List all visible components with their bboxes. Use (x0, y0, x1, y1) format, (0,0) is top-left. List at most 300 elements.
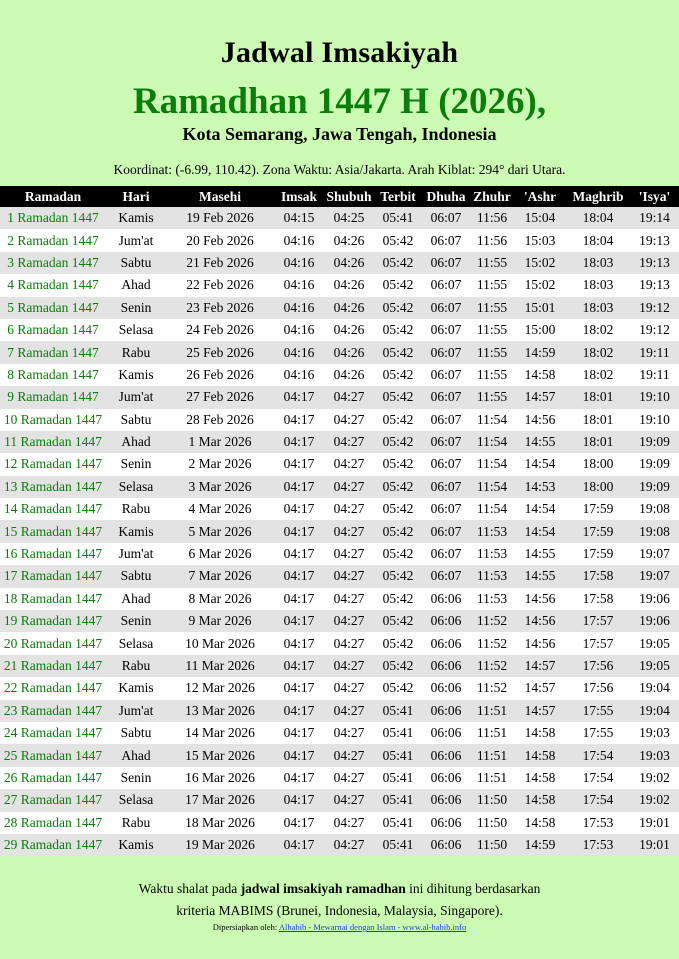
cell-shubuh: 04:26 (324, 364, 374, 386)
cell-shubuh: 04:25 (324, 207, 374, 229)
cell-ashr: 14:53 (514, 476, 566, 498)
cell-isya: 19:06 (630, 610, 679, 632)
cell-shubuh: 04:27 (324, 520, 374, 542)
cell-isya: 19:01 (630, 834, 679, 856)
cell-terbit: 05:42 (374, 341, 422, 363)
table-row (0, 409, 679, 431)
cell-ashr: 14:57 (514, 655, 566, 677)
footer-credit (0, 922, 679, 932)
cell-ashr: 15:00 (514, 319, 566, 341)
cell-isya: 19:02 (630, 789, 679, 811)
table-row (0, 744, 679, 766)
cell-zhuhr: 11:56 (470, 207, 514, 229)
cell-zhuhr: 11:53 (470, 520, 514, 542)
cell-hari: Rabu (106, 341, 166, 363)
schedule-table (0, 186, 679, 856)
cell-hari: Selasa (106, 632, 166, 654)
cell-ramadan-day: 18 Ramadan 1447 (0, 588, 106, 610)
location-label: Kota Semarang, Jawa Tengah, Indonesia (182, 124, 497, 144)
cell-imsak: 04:16 (274, 252, 324, 274)
credit-label: Dipersiapkan oleh: (212, 922, 279, 932)
col-header-shubuh: Shubuh (324, 186, 374, 207)
cell-masehi: 23 Feb 2026 (166, 297, 274, 319)
cell-terbit: 05:42 (374, 431, 422, 453)
cell-zhuhr: 11:51 (470, 767, 514, 789)
cell-dhuha: 06:06 (422, 789, 470, 811)
col-header-isya: 'Isya' (630, 186, 679, 207)
cell-imsak: 04:17 (274, 677, 324, 699)
cell-ramadan-day: 7 Ramadan 1447 (0, 341, 106, 363)
cell-masehi: 11 Mar 2026 (166, 655, 274, 677)
footer-note-line2: kriteria MABIMS (Brunei, Indonesia, Malaysia, Singapore). (176, 903, 503, 918)
cell-imsak: 04:17 (274, 812, 324, 834)
cell-masehi: 18 Mar 2026 (166, 812, 274, 834)
cell-terbit: 05:41 (374, 744, 422, 766)
cell-shubuh: 04:27 (324, 632, 374, 654)
cell-imsak: 04:17 (274, 520, 324, 542)
page-subtitle: Ramadhan 1447 H (2026), (132, 81, 547, 122)
cell-hari: Ahad (106, 744, 166, 766)
cell-shubuh: 04:26 (324, 274, 374, 296)
cell-hari: Selasa (106, 476, 166, 498)
cell-imsak: 04:17 (274, 476, 324, 498)
cell-masehi: 20 Feb 2026 (166, 229, 274, 251)
table-row (0, 520, 679, 542)
cell-imsak: 04:17 (274, 386, 324, 408)
cell-dhuha: 06:06 (422, 767, 470, 789)
cell-maghrib: 17:54 (566, 744, 630, 766)
cell-terbit: 05:42 (374, 453, 422, 475)
cell-hari: Senin (106, 610, 166, 632)
cell-ramadan-day: 16 Ramadan 1447 (0, 543, 106, 565)
cell-isya: 19:07 (630, 543, 679, 565)
col-header-dhuha: Dhuha (422, 186, 470, 207)
cell-ramadan-day: 2 Ramadan 1447 (0, 229, 106, 251)
cell-ramadan-day: 28 Ramadan 1447 (0, 812, 106, 834)
table-row (0, 677, 679, 699)
cell-isya: 19:02 (630, 767, 679, 789)
cell-dhuha: 06:07 (422, 386, 470, 408)
cell-ashr: 14:57 (514, 700, 566, 722)
cell-masehi: 13 Mar 2026 (166, 700, 274, 722)
footer-note-line1 (0, 881, 679, 897)
cell-maghrib: 18:02 (566, 319, 630, 341)
col-header-ramadan: Ramadan (0, 186, 106, 207)
col-header-imsak: Imsak (274, 186, 324, 207)
cell-dhuha: 06:07 (422, 364, 470, 386)
cell-zhuhr: 11:55 (470, 319, 514, 341)
cell-maghrib: 17:55 (566, 700, 630, 722)
cell-isya: 19:13 (630, 229, 679, 251)
cell-shubuh: 04:26 (324, 252, 374, 274)
cell-isya: 19:03 (630, 744, 679, 766)
cell-zhuhr: 11:54 (470, 498, 514, 520)
cell-ramadan-day: 24 Ramadan 1447 (0, 722, 106, 744)
cell-masehi: 27 Feb 2026 (166, 386, 274, 408)
cell-ashr: 14:56 (514, 409, 566, 431)
cell-maghrib: 17:58 (566, 588, 630, 610)
cell-ashr: 15:04 (514, 207, 566, 229)
cell-masehi: 21 Feb 2026 (166, 252, 274, 274)
cell-hari: Senin (106, 767, 166, 789)
cell-masehi: 4 Mar 2026 (166, 498, 274, 520)
cell-isya: 19:03 (630, 722, 679, 744)
cell-zhuhr: 11:50 (470, 812, 514, 834)
cell-dhuha: 06:07 (422, 431, 470, 453)
cell-hari: Kamis (106, 364, 166, 386)
cell-imsak: 04:17 (274, 834, 324, 856)
cell-maghrib: 17:54 (566, 767, 630, 789)
cell-shubuh: 04:27 (324, 543, 374, 565)
cell-ashr: 14:54 (514, 498, 566, 520)
cell-imsak: 04:16 (274, 319, 324, 341)
cell-zhuhr: 11:55 (470, 297, 514, 319)
cell-masehi: 19 Mar 2026 (166, 834, 274, 856)
cell-zhuhr: 11:55 (470, 364, 514, 386)
footer-note-pre: Waktu shalat pada (138, 881, 241, 896)
cell-ramadan-day: 3 Ramadan 1447 (0, 252, 106, 274)
cell-shubuh: 04:26 (324, 297, 374, 319)
cell-zhuhr: 11:53 (470, 543, 514, 565)
cell-ashr: 14:58 (514, 364, 566, 386)
cell-terbit: 05:41 (374, 767, 422, 789)
cell-isya: 19:13 (630, 252, 679, 274)
cell-isya: 19:05 (630, 655, 679, 677)
cell-imsak: 04:17 (274, 632, 324, 654)
cell-imsak: 04:17 (274, 789, 324, 811)
cell-dhuha: 06:07 (422, 565, 470, 587)
cell-zhuhr: 11:54 (470, 476, 514, 498)
table-row (0, 431, 679, 453)
cell-terbit: 05:41 (374, 834, 422, 856)
cell-ashr: 15:01 (514, 297, 566, 319)
cell-terbit: 05:42 (374, 565, 422, 587)
cell-isya: 19:13 (630, 274, 679, 296)
cell-imsak: 04:16 (274, 274, 324, 296)
cell-ashr: 14:56 (514, 610, 566, 632)
cell-terbit: 05:41 (374, 722, 422, 744)
cell-isya: 19:09 (630, 476, 679, 498)
cell-shubuh: 04:27 (324, 431, 374, 453)
cell-maghrib: 17:59 (566, 543, 630, 565)
cell-shubuh: 04:26 (324, 319, 374, 341)
cell-ashr: 14:56 (514, 588, 566, 610)
table-row (0, 476, 679, 498)
cell-imsak: 04:16 (274, 297, 324, 319)
cell-imsak: 04:17 (274, 655, 324, 677)
cell-ramadan-day: 8 Ramadan 1447 (0, 364, 106, 386)
cell-isya: 19:07 (630, 565, 679, 587)
col-header-maghrib: Maghrib (566, 186, 630, 207)
cell-imsak: 04:15 (274, 207, 324, 229)
cell-imsak: 04:17 (274, 431, 324, 453)
cell-terbit: 05:42 (374, 588, 422, 610)
cell-maghrib: 18:01 (566, 431, 630, 453)
cell-isya: 19:14 (630, 207, 679, 229)
cell-dhuha: 06:06 (422, 655, 470, 677)
cell-dhuha: 06:07 (422, 319, 470, 341)
cell-dhuha: 06:07 (422, 341, 470, 363)
cell-maghrib: 18:03 (566, 297, 630, 319)
cell-isya: 19:09 (630, 431, 679, 453)
cell-isya: 19:10 (630, 386, 679, 408)
cell-isya: 19:11 (630, 341, 679, 363)
cell-maghrib: 17:55 (566, 722, 630, 744)
cell-shubuh: 04:27 (324, 655, 374, 677)
table-row (0, 722, 679, 744)
credit-link[interactable]: Alhabib - Mewarnai dengan Islam - www.al-habib.info (278, 922, 467, 932)
cell-dhuha: 06:06 (422, 722, 470, 744)
cell-ashr: 14:54 (514, 520, 566, 542)
cell-ashr: 14:58 (514, 744, 566, 766)
cell-ramadan-day: 20 Ramadan 1447 (0, 632, 106, 654)
cell-dhuha: 06:07 (422, 207, 470, 229)
cell-terbit: 05:42 (374, 610, 422, 632)
cell-masehi: 15 Mar 2026 (166, 744, 274, 766)
cell-zhuhr: 11:52 (470, 610, 514, 632)
cell-imsak: 04:17 (274, 588, 324, 610)
table-row (0, 229, 679, 251)
cell-hari: Sabtu (106, 252, 166, 274)
cell-maghrib: 18:03 (566, 274, 630, 296)
cell-zhuhr: 11:50 (470, 789, 514, 811)
cell-maghrib: 18:00 (566, 476, 630, 498)
cell-ramadan-day: 11 Ramadan 1447 (0, 431, 106, 453)
cell-shubuh: 04:27 (324, 700, 374, 722)
cell-masehi: 2 Mar 2026 (166, 453, 274, 475)
cell-ramadan-day: 29 Ramadan 1447 (0, 834, 106, 856)
table-row (0, 498, 679, 520)
cell-isya: 19:09 (630, 453, 679, 475)
cell-terbit: 05:42 (374, 364, 422, 386)
table-row (0, 543, 679, 565)
cell-isya: 19:04 (630, 677, 679, 699)
cell-maghrib: 17:59 (566, 520, 630, 542)
cell-ramadan-day: 1 Ramadan 1447 (0, 207, 106, 229)
cell-shubuh: 04:27 (324, 498, 374, 520)
cell-terbit: 05:42 (374, 409, 422, 431)
cell-maghrib: 18:04 (566, 207, 630, 229)
cell-hari: Jum'at (106, 229, 166, 251)
cell-ashr: 15:02 (514, 274, 566, 296)
cell-imsak: 04:17 (274, 409, 324, 431)
cell-maghrib: 18:02 (566, 364, 630, 386)
cell-terbit: 05:42 (374, 543, 422, 565)
cell-shubuh: 04:27 (324, 677, 374, 699)
table-row (0, 364, 679, 386)
cell-terbit: 05:42 (374, 632, 422, 654)
cell-masehi: 5 Mar 2026 (166, 520, 274, 542)
cell-ashr: 14:58 (514, 789, 566, 811)
cell-shubuh: 04:27 (324, 744, 374, 766)
cell-zhuhr: 11:55 (470, 341, 514, 363)
table-row (0, 655, 679, 677)
schedule-table-body (0, 207, 679, 856)
cell-masehi: 17 Mar 2026 (166, 789, 274, 811)
cell-isya: 19:11 (630, 364, 679, 386)
cell-maghrib: 17:56 (566, 655, 630, 677)
cell-dhuha: 06:07 (422, 520, 470, 542)
cell-masehi: 14 Mar 2026 (166, 722, 274, 744)
cell-shubuh: 04:27 (324, 453, 374, 475)
cell-masehi: 19 Feb 2026 (166, 207, 274, 229)
table-row (0, 789, 679, 811)
table-row (0, 588, 679, 610)
cell-hari: Kamis (106, 520, 166, 542)
table-row (0, 565, 679, 587)
cell-imsak: 04:17 (274, 744, 324, 766)
cell-isya: 19:05 (630, 632, 679, 654)
cell-zhuhr: 11:55 (470, 252, 514, 274)
cell-zhuhr: 11:51 (470, 744, 514, 766)
cell-maghrib: 17:53 (566, 812, 630, 834)
cell-zhuhr: 11:55 (470, 274, 514, 296)
cell-imsak: 04:17 (274, 565, 324, 587)
cell-shubuh: 04:27 (324, 386, 374, 408)
cell-hari: Selasa (106, 789, 166, 811)
cell-dhuha: 06:06 (422, 588, 470, 610)
cell-dhuha: 06:06 (422, 700, 470, 722)
cell-maghrib: 17:59 (566, 498, 630, 520)
cell-zhuhr: 11:53 (470, 588, 514, 610)
cell-ashr: 14:55 (514, 431, 566, 453)
cell-masehi: 10 Mar 2026 (166, 632, 274, 654)
cell-ashr: 14:57 (514, 386, 566, 408)
cell-imsak: 04:17 (274, 722, 324, 744)
cell-ramadan-day: 26 Ramadan 1447 (0, 767, 106, 789)
cell-hari: Sabtu (106, 565, 166, 587)
cell-terbit: 05:42 (374, 319, 422, 341)
cell-ramadan-day: 10 Ramadan 1447 (0, 409, 106, 431)
cell-dhuha: 06:07 (422, 476, 470, 498)
cell-shubuh: 04:27 (324, 767, 374, 789)
col-header-zhuhr: Zhuhr (470, 186, 514, 207)
cell-terbit: 05:41 (374, 812, 422, 834)
cell-maghrib: 18:01 (566, 409, 630, 431)
cell-ramadan-day: 17 Ramadan 1447 (0, 565, 106, 587)
cell-masehi: 26 Feb 2026 (166, 364, 274, 386)
cell-masehi: 1 Mar 2026 (166, 431, 274, 453)
cell-terbit: 05:41 (374, 700, 422, 722)
cell-zhuhr: 11:51 (470, 700, 514, 722)
cell-ashr: 14:58 (514, 812, 566, 834)
table-row (0, 341, 679, 363)
page-title: Jadwal Imsakiyah (220, 36, 459, 69)
cell-hari: Kamis (106, 834, 166, 856)
cell-shubuh: 04:27 (324, 834, 374, 856)
cell-imsak: 04:16 (274, 364, 324, 386)
cell-masehi: 16 Mar 2026 (166, 767, 274, 789)
cell-shubuh: 04:27 (324, 722, 374, 744)
cell-shubuh: 04:27 (324, 588, 374, 610)
cell-ramadan-day: 21 Ramadan 1447 (0, 655, 106, 677)
cell-imsak: 04:17 (274, 543, 324, 565)
cell-dhuha: 06:06 (422, 812, 470, 834)
cell-ramadan-day: 4 Ramadan 1447 (0, 274, 106, 296)
cell-shubuh: 04:27 (324, 409, 374, 431)
cell-dhuha: 06:06 (422, 834, 470, 856)
cell-terbit: 05:42 (374, 677, 422, 699)
cell-maghrib: 17:57 (566, 610, 630, 632)
cell-isya: 19:06 (630, 588, 679, 610)
cell-dhuha: 06:07 (422, 252, 470, 274)
cell-shubuh: 04:27 (324, 565, 374, 587)
table-row (0, 812, 679, 834)
cell-maghrib: 17:53 (566, 834, 630, 856)
cell-maghrib: 18:01 (566, 386, 630, 408)
cell-dhuha: 06:06 (422, 744, 470, 766)
table-row (0, 297, 679, 319)
cell-masehi: 12 Mar 2026 (166, 677, 274, 699)
cell-zhuhr: 11:53 (470, 565, 514, 587)
cell-masehi: 24 Feb 2026 (166, 319, 274, 341)
cell-isya: 19:08 (630, 498, 679, 520)
cell-dhuha: 06:07 (422, 274, 470, 296)
cell-zhuhr: 11:54 (470, 431, 514, 453)
table-row (0, 319, 679, 341)
cell-maghrib: 17:58 (566, 565, 630, 587)
cell-masehi: 8 Mar 2026 (166, 588, 274, 610)
cell-zhuhr: 11:55 (470, 386, 514, 408)
cell-terbit: 05:42 (374, 274, 422, 296)
cell-ashr: 14:59 (514, 834, 566, 856)
cell-zhuhr: 11:56 (470, 229, 514, 251)
cell-hari: Jum'at (106, 700, 166, 722)
cell-terbit: 05:42 (374, 655, 422, 677)
cell-dhuha: 06:07 (422, 543, 470, 565)
cell-ashr: 14:58 (514, 722, 566, 744)
cell-ramadan-day: 25 Ramadan 1447 (0, 744, 106, 766)
cell-ramadan-day: 27 Ramadan 1447 (0, 789, 106, 811)
cell-hari: Ahad (106, 274, 166, 296)
table-row (0, 453, 679, 475)
cell-hari: Jum'at (106, 543, 166, 565)
cell-isya: 19:04 (630, 700, 679, 722)
cell-imsak: 04:17 (274, 498, 324, 520)
cell-terbit: 05:42 (374, 476, 422, 498)
cell-masehi: 25 Feb 2026 (166, 341, 274, 363)
cell-terbit: 05:41 (374, 207, 422, 229)
cell-shubuh: 04:27 (324, 812, 374, 834)
cell-masehi: 28 Feb 2026 (166, 409, 274, 431)
cell-isya: 19:10 (630, 409, 679, 431)
cell-hari: Kamis (106, 207, 166, 229)
cell-masehi: 9 Mar 2026 (166, 610, 274, 632)
cell-dhuha: 06:07 (422, 409, 470, 431)
cell-dhuha: 06:06 (422, 677, 470, 699)
col-header-ashr: 'Ashr (514, 186, 566, 207)
table-row (0, 834, 679, 856)
cell-maghrib: 18:00 (566, 453, 630, 475)
cell-terbit: 05:41 (374, 789, 422, 811)
cell-ashr: 14:59 (514, 341, 566, 363)
footer-note-bold: jadwal imsakiyah ramadhan (240, 881, 406, 896)
cell-ashr: 14:55 (514, 543, 566, 565)
cell-terbit: 05:42 (374, 229, 422, 251)
cell-hari: Senin (106, 453, 166, 475)
cell-masehi: 22 Feb 2026 (166, 274, 274, 296)
cell-terbit: 05:42 (374, 386, 422, 408)
cell-ramadan-day: 14 Ramadan 1447 (0, 498, 106, 520)
cell-zhuhr: 11:52 (470, 677, 514, 699)
cell-zhuhr: 11:54 (470, 453, 514, 475)
cell-imsak: 04:17 (274, 767, 324, 789)
cell-ashr: 14:58 (514, 767, 566, 789)
cell-hari: Jum'at (106, 386, 166, 408)
table-row (0, 207, 679, 229)
table-row (0, 700, 679, 722)
coordinates-info: Koordinat: (-6.99, 110.42). Zona Waktu: Asia/Jakarta. Arah Kiblat: 294° dari Utara. (113, 162, 566, 177)
